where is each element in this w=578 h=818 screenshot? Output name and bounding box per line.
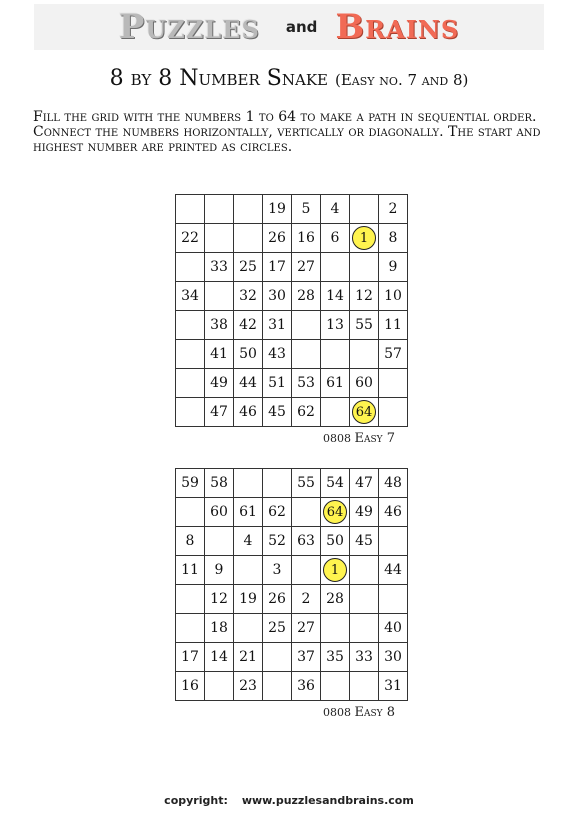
grid-cell[interactable] [350, 253, 379, 282]
given-number: 47 [355, 475, 373, 491]
grid-cell[interactable] [292, 369, 321, 398]
given-number: 30 [384, 649, 402, 665]
grid-cell[interactable] [234, 224, 263, 253]
grid-cell[interactable] [292, 585, 321, 614]
circled-number: 64 [352, 400, 376, 424]
grid-cell[interactable] [205, 340, 234, 369]
grid-cell[interactable] [205, 369, 234, 398]
grid-cell[interactable] [321, 224, 350, 253]
given-number: 45 [355, 533, 373, 549]
grid-cell[interactable] [176, 311, 205, 340]
grid-cell[interactable] [350, 311, 379, 340]
grid-cell[interactable] [292, 282, 321, 311]
given-number: 10 [384, 288, 402, 304]
grid-cell[interactable] [350, 498, 379, 527]
grid-cell[interactable] [205, 311, 234, 340]
grid-cell[interactable] [234, 369, 263, 398]
grid-cell[interactable] [263, 369, 292, 398]
given-number: 55 [355, 317, 373, 333]
given-number: 51 [268, 375, 286, 391]
circled-number: 1 [323, 558, 347, 582]
given-number: 43 [268, 346, 286, 362]
grid-cell[interactable] [321, 498, 350, 527]
grid-cell[interactable] [234, 398, 263, 427]
grid-cell[interactable] [205, 556, 234, 585]
grid-cell[interactable] [263, 527, 292, 556]
grid-cell[interactable] [350, 469, 379, 498]
title-main: 8 by 8 Number Snake [109, 66, 328, 91]
grid-cell[interactable] [379, 398, 408, 427]
given-number: 19 [268, 201, 286, 217]
grid-cell[interactable] [379, 253, 408, 282]
page-title [0, 66, 578, 91]
given-number: 50 [239, 346, 257, 362]
grid-cell[interactable] [234, 340, 263, 369]
grid-cell[interactable] [234, 311, 263, 340]
grid-cell[interactable] [292, 643, 321, 672]
grid-cell[interactable] [176, 614, 205, 643]
given-number: 55 [297, 475, 315, 491]
given-number: 26 [268, 591, 286, 607]
grid-cell[interactable] [205, 498, 234, 527]
grid-cell[interactable] [176, 527, 205, 556]
grid-cell[interactable] [292, 195, 321, 224]
grid-cell[interactable] [263, 253, 292, 282]
given-number: 63 [297, 533, 315, 549]
grid-cell[interactable] [292, 224, 321, 253]
given-number: 53 [297, 375, 315, 391]
grid-cell[interactable] [350, 340, 379, 369]
circled-number: 64 [323, 500, 347, 524]
grid-cell[interactable] [350, 643, 379, 672]
grid-cell[interactable] [321, 672, 350, 701]
puzzle-code: 0808 [323, 432, 351, 445]
given-number: 3 [272, 562, 282, 578]
grid-cell[interactable] [234, 614, 263, 643]
given-number: 37 [297, 649, 315, 665]
given-number: 8 [185, 533, 195, 549]
given-number: 23 [239, 678, 257, 694]
grid-cell[interactable] [263, 282, 292, 311]
website-link[interactable]: www.puzzlesandbrains.com [241, 794, 414, 807]
grid-cell[interactable] [176, 643, 205, 672]
grid-cell[interactable] [321, 282, 350, 311]
grid-cell[interactable] [321, 253, 350, 282]
grid-cell[interactable] [350, 369, 379, 398]
grid-cell[interactable] [263, 585, 292, 614]
grid-cell[interactable] [205, 527, 234, 556]
grid-cell[interactable] [205, 585, 234, 614]
given-number: 2 [388, 201, 398, 217]
grid-cell[interactable] [321, 643, 350, 672]
given-number: 17 [268, 259, 286, 275]
grid-cell[interactable] [292, 340, 321, 369]
grid-cell[interactable] [379, 498, 408, 527]
given-number: 4 [330, 201, 340, 217]
grid-cell[interactable] [234, 253, 263, 282]
grid-cell[interactable] [205, 614, 234, 643]
given-number: 28 [326, 591, 344, 607]
given-number: 25 [268, 620, 286, 636]
grid-cell[interactable] [292, 398, 321, 427]
grid-cell[interactable] [205, 195, 234, 224]
grid-cell[interactable] [263, 224, 292, 253]
given-number: 33 [355, 649, 373, 665]
given-number: 25 [239, 259, 257, 275]
grid-cell[interactable] [379, 469, 408, 498]
given-number: 27 [297, 259, 315, 275]
grid-cell[interactable] [205, 224, 234, 253]
grid-cell[interactable] [350, 672, 379, 701]
grid-cell[interactable] [234, 282, 263, 311]
grid-cell[interactable] [234, 585, 263, 614]
grid-cell[interactable] [176, 195, 205, 224]
grid-cell[interactable] [176, 556, 205, 585]
given-number: 62 [268, 504, 286, 520]
given-number: 12 [210, 591, 228, 607]
grid-cell[interactable] [379, 311, 408, 340]
grid-cell[interactable] [234, 556, 263, 585]
copyright-label: copyright: [164, 794, 228, 807]
grid-cell[interactable] [263, 311, 292, 340]
puzzle-grid-easy-7 [175, 194, 408, 427]
given-number: 50 [326, 533, 344, 549]
grid-cell[interactable] [263, 614, 292, 643]
given-number: 49 [210, 375, 228, 391]
given-number: 26 [268, 230, 286, 246]
grid-cell[interactable] [379, 282, 408, 311]
given-number: 5 [301, 201, 311, 217]
grid-cell[interactable] [321, 369, 350, 398]
grid-cell[interactable] [321, 469, 350, 498]
given-number: 59 [181, 475, 199, 491]
grid-cell[interactable] [379, 672, 408, 701]
grid-cell[interactable] [379, 340, 408, 369]
grid-cell[interactable] [292, 527, 321, 556]
given-number: 62 [297, 404, 315, 420]
given-number: 2 [301, 591, 311, 607]
given-number: 48 [384, 475, 402, 491]
grid-cell[interactable] [292, 672, 321, 701]
given-number: 14 [326, 288, 344, 304]
grid-cell[interactable] [263, 556, 292, 585]
grid-cell[interactable] [234, 527, 263, 556]
grid-cell[interactable] [205, 282, 234, 311]
puzzle-difficulty: Easy 7 [354, 431, 395, 446]
given-number: 21 [239, 649, 257, 665]
given-number: 14 [210, 649, 228, 665]
grid-cell[interactable] [205, 643, 234, 672]
grid-cell[interactable] [321, 195, 350, 224]
grid-cell[interactable] [263, 672, 292, 701]
grid-cell[interactable] [234, 643, 263, 672]
given-number: 11 [181, 562, 199, 578]
given-number: 4 [243, 533, 253, 549]
grid-cell[interactable] [350, 614, 379, 643]
grid-cell[interactable] [176, 672, 205, 701]
grid-cell[interactable] [234, 672, 263, 701]
grid-cell[interactable] [350, 195, 379, 224]
grid-cell[interactable] [205, 253, 234, 282]
grid-cell[interactable] [321, 614, 350, 643]
grid-cell[interactable] [176, 282, 205, 311]
grid-cell[interactable] [350, 556, 379, 585]
puzzle-code: 0808 [323, 706, 351, 719]
given-number: 44 [384, 562, 402, 578]
grid-cell[interactable] [205, 672, 234, 701]
given-number: 36 [297, 678, 315, 694]
grid-cell[interactable] [379, 195, 408, 224]
grid-cell[interactable] [350, 585, 379, 614]
given-number: 60 [355, 375, 373, 391]
given-number: 34 [181, 288, 199, 304]
footer [0, 794, 578, 807]
grid-cell[interactable] [321, 527, 350, 556]
logo-puzzles: Puzzles [118, 7, 260, 47]
given-number: 47 [210, 404, 228, 420]
given-number: 57 [384, 346, 402, 362]
given-number: 31 [268, 317, 286, 333]
grid-cell[interactable] [379, 556, 408, 585]
given-number: 12 [355, 288, 373, 304]
grid-cell[interactable] [379, 224, 408, 253]
grid-cell[interactable] [263, 469, 292, 498]
given-number: 46 [384, 504, 402, 520]
grid-cell[interactable] [263, 195, 292, 224]
given-number: 9 [388, 259, 398, 275]
grid-cell[interactable] [263, 498, 292, 527]
grid-cell[interactable] [263, 643, 292, 672]
circled-number: 1 [352, 226, 376, 250]
given-number: 61 [326, 375, 344, 391]
grid-cell[interactable] [205, 398, 234, 427]
given-number: 60 [210, 504, 228, 520]
puzzle-label-easy-7 [323, 431, 395, 446]
given-number: 11 [384, 317, 402, 333]
grid-cell[interactable] [379, 643, 408, 672]
given-number: 19 [239, 591, 257, 607]
grid-cell[interactable] [176, 398, 205, 427]
puzzle-label-easy-8 [323, 705, 395, 720]
grid-cell[interactable] [379, 585, 408, 614]
given-number: 16 [297, 230, 315, 246]
given-number: 42 [239, 317, 257, 333]
grid-cell[interactable] [176, 224, 205, 253]
grid-cell[interactable] [321, 556, 350, 585]
site-header [34, 4, 544, 50]
grid-cell[interactable] [234, 498, 263, 527]
given-number: 22 [181, 230, 199, 246]
given-number: 49 [355, 504, 373, 520]
given-number: 27 [297, 620, 315, 636]
puzzle-difficulty: Easy 8 [354, 705, 395, 720]
given-number: 8 [388, 230, 398, 246]
grid-cell[interactable] [350, 398, 379, 427]
grid-cell[interactable] [263, 398, 292, 427]
grid-cell[interactable] [176, 585, 205, 614]
grid-cell[interactable] [321, 311, 350, 340]
given-number: 46 [239, 404, 257, 420]
given-number: 17 [181, 649, 199, 665]
given-number: 52 [268, 533, 286, 549]
grid-cell[interactable] [176, 253, 205, 282]
grid-cell[interactable] [321, 585, 350, 614]
grid-cell[interactable] [350, 282, 379, 311]
given-number: 33 [210, 259, 228, 275]
grid-cell[interactable] [379, 369, 408, 398]
given-number: 6 [330, 230, 340, 246]
grid-cell[interactable] [292, 556, 321, 585]
given-number: 61 [239, 504, 257, 520]
grid-cell[interactable] [292, 469, 321, 498]
grid-cell[interactable] [292, 498, 321, 527]
grid-cell[interactable] [176, 469, 205, 498]
grid-cell[interactable] [350, 527, 379, 556]
grid-cell[interactable] [234, 195, 263, 224]
puzzle-grid-easy-8 [175, 468, 408, 701]
given-number: 9 [214, 562, 224, 578]
given-number: 35 [326, 649, 344, 665]
grid-cell[interactable] [176, 340, 205, 369]
grid-cell[interactable] [292, 311, 321, 340]
given-number: 58 [210, 475, 228, 491]
given-number: 28 [297, 288, 315, 304]
grid-cell[interactable] [292, 614, 321, 643]
given-number: 31 [384, 678, 402, 694]
given-number: 44 [239, 375, 257, 391]
logo-brains: Brains [335, 7, 460, 47]
grid-cell[interactable] [350, 224, 379, 253]
title-sub: (Easy no. 7 and 8) [334, 71, 469, 89]
grid-cell[interactable] [205, 469, 234, 498]
grid-cell[interactable] [263, 340, 292, 369]
given-number: 38 [210, 317, 228, 333]
given-number: 32 [239, 288, 257, 304]
given-number: 16 [181, 678, 199, 694]
given-number: 13 [326, 317, 344, 333]
given-number: 41 [210, 346, 228, 362]
grid-cell[interactable] [176, 369, 205, 398]
grid-cell[interactable] [321, 340, 350, 369]
given-number: 45 [268, 404, 286, 420]
logo-and: and [285, 18, 318, 36]
given-number: 18 [210, 620, 228, 636]
given-number: 30 [268, 288, 286, 304]
grid-cell[interactable] [379, 614, 408, 643]
grid-cell[interactable] [292, 253, 321, 282]
instructions-text: Fill the grid with the numbers 1 to 64 to make a path in sequential order. Connect the numbers horizontally, vertically or diagonally. The start and highest number are printed as circles. [33, 109, 541, 155]
grid-cell[interactable] [379, 527, 408, 556]
grid-cell[interactable] [176, 498, 205, 527]
given-number: 40 [384, 620, 402, 636]
grid-cell[interactable] [234, 469, 263, 498]
grid-cell[interactable] [321, 398, 350, 427]
given-number: 54 [326, 475, 344, 491]
